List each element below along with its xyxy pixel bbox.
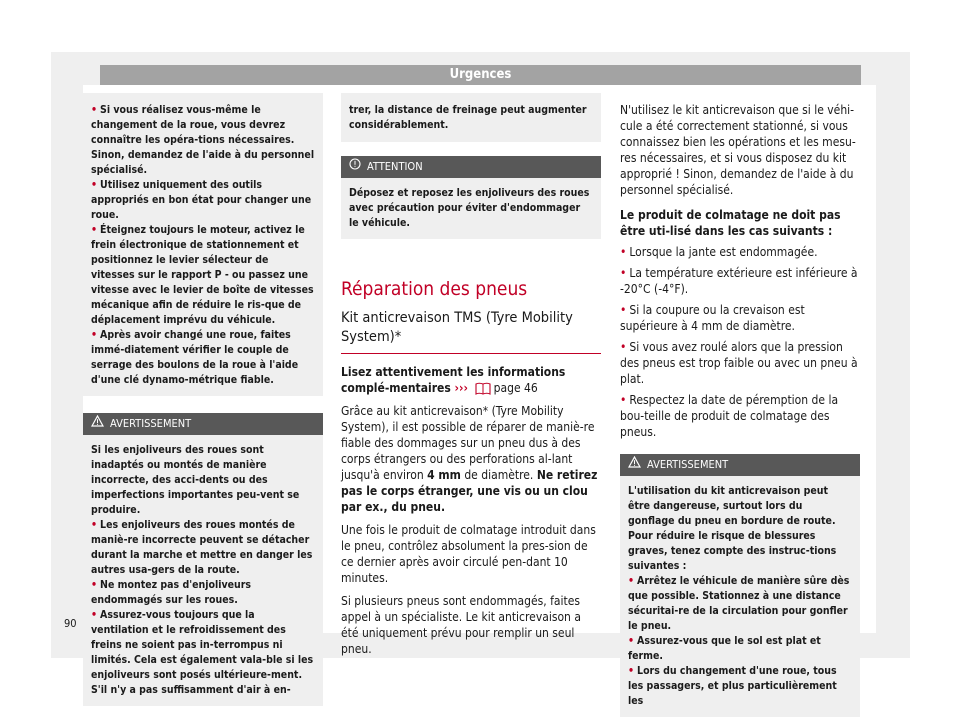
bullet-icon: • xyxy=(91,609,98,621)
cross-ref-arrow[interactable]: ››› xyxy=(454,381,468,395)
warning-box xyxy=(620,454,860,717)
chapter-header: Urgences xyxy=(100,65,861,85)
book-reference-icon[interactable] xyxy=(475,382,491,399)
bullet-icon: • xyxy=(620,245,627,259)
paragraph-pressure-check: Une fois le produit de colmatage introduit dans le pneu, contrôlez absolument la pres-sion de ce dernier après avoir circulé pen-dant 10 minutes. xyxy=(341,523,596,585)
bullet-icon: • xyxy=(628,575,635,587)
lead-paragraph: Lisez attentivement les informations complé-mentaires ››› page 46 xyxy=(341,364,601,399)
warning-item: • Assurez-vous que le sol est plat et ferme. xyxy=(628,635,821,662)
warning-header xyxy=(83,413,323,435)
safety-item: • Éteignez toujours le moteur, activez le frein électronique de stationnement et positionnez le levier sélecteur de vitesses sur le rapport P - ou passez une vitesse avec le levier de boîte de vitesses mécanique afin de réduire le ris-que de déplacement imprévu du véhicule. xyxy=(91,224,314,326)
warning-body xyxy=(83,435,323,706)
warning-header xyxy=(620,454,860,476)
info-circle-icon xyxy=(349,156,361,178)
column-2 xyxy=(341,85,601,657)
safety-item: • Après avoir changé une roue, faites immé-diatement vérifier le couple de serrage des boulons de la roue à l'aide d'une clé dynamo-métrique fiable. xyxy=(91,329,299,386)
continued-warning-box xyxy=(341,93,601,142)
attention-body xyxy=(341,178,601,239)
warning-item: • Arrêtez le véhicule de manière sûre dès que possible. Stationnez à une distance sécuritai-re de la circulation pour gonfler le pneu. xyxy=(628,575,850,632)
section-rule xyxy=(341,353,601,354)
column-3 xyxy=(620,85,860,717)
attention-box xyxy=(341,156,601,239)
bullet-icon: • xyxy=(91,329,98,341)
warning-item: • Assurez-vous toujours que la ventilation et le refroidissement des freins ne soient pas in-terrompus ni limités. Cela est également vala-ble si les enjoliveurs sont posés ultérieure-ment. S'il n'y a pas suffisamment d'air à en- xyxy=(91,609,314,696)
warning-item: • Lors du changement d'une roue, tous les passagers, et plus particulièrement les xyxy=(628,665,837,707)
attention-text: Déposez et reposez les enjoliveurs des roues avec précaution pour éviter d'endommager le véhicule. xyxy=(349,187,590,229)
bullet-icon: • xyxy=(91,224,98,236)
bullet-icon: • xyxy=(620,303,627,317)
attention-header xyxy=(341,156,601,178)
restrictions-heading: Le produit de colmatage ne doit pas être uti-lisé dans les cas suivants : xyxy=(620,208,841,238)
warning-label: AVERTISSEMENT xyxy=(647,458,729,471)
paragraph-kit-description: Grâce au kit anticrevaison* (Tyre Mobility System), il est possible de réparer de maniè-re fiable des dommages sur un pneu dus à des corps étrangers ou des perforations al-lant jusqu'à environ 4 mm de diamètre. Ne retirez pas le corps étranger, une vis ou un clou par ex., du pneu. xyxy=(341,404,598,514)
bullet-icon: • xyxy=(91,179,98,191)
restriction-item: • Respectez la date de péremption de la bou-teille de produit de colmatage des pneus. xyxy=(620,393,839,439)
section-body xyxy=(341,364,601,657)
warning-intro: Si les enjoliveurs des roues sont inadaptés ou montés de manière incorrecte, des acci-dents ou des imperfections importantes peu-vent se produire. xyxy=(91,444,300,516)
bullet-icon: • xyxy=(91,104,98,116)
column-1 xyxy=(83,85,323,706)
page-number: 90 xyxy=(64,617,77,630)
section-title: Réparation des pneus xyxy=(341,278,528,300)
bullet-icon: • xyxy=(91,519,98,531)
bullet-icon: • xyxy=(620,340,627,354)
paragraph-usage-conditions: N'utilisez le kit anticrevaison que si le véhi-cule a été correctement stationné, si vous connaissez bien les opérations et les mesu-res nécessaires, et si vous disposez du kit approprié ! Sinon, demandez de l'aide à du personnel spécialisé. xyxy=(620,103,856,197)
warning-box xyxy=(83,413,323,706)
page-content xyxy=(83,85,876,707)
warning-item: • Ne montez pas d'enjoliveurs endommagés sur les roues. xyxy=(91,579,252,606)
bullet-icon: • xyxy=(91,579,98,591)
bullet-icon: • xyxy=(628,665,635,677)
restriction-item: • La température extérieure est inférieure à -20°C (-4°F). xyxy=(620,266,858,296)
continued-text: trer, la distance de freinage peut augmenter considérablement. xyxy=(349,104,587,131)
safety-item: • Si vous réalisez vous-même le changement de la roue, vous devrez connaître les opéra-tions nécessaires. Sinon, demandez de l'aide à du personnel spécialisé. xyxy=(91,104,315,176)
warning-triangle-icon xyxy=(628,454,641,476)
restriction-item: • Si la coupure ou la crevaison est supérieure à 4 mm de diamètre. xyxy=(620,303,805,333)
bullet-icon: • xyxy=(620,393,627,407)
warning-body xyxy=(620,476,860,717)
bullet-icon: • xyxy=(628,635,635,647)
paragraph-multiple-tyres: Si plusieurs pneus sont endommagés, faites appel à un spécialiste. Le kit anticrevaison a été uniquement prévu pour remplir un seul pneu. xyxy=(341,594,581,656)
warning-label: AVERTISSEMENT xyxy=(110,417,192,430)
bullet-icon: • xyxy=(620,266,627,280)
page-reference-link[interactable]: page 46 xyxy=(493,381,538,395)
section-subtitle: Kit anticrevaison TMS (Tyre Mobility System)* xyxy=(341,310,573,345)
warning-triangle-icon xyxy=(91,413,104,435)
section-heading xyxy=(341,277,601,354)
warning-intro: L'utilisation du kit anticrevaison peut être dangereuse, surtout lors du gonflage du pneu en bordure de route. Pour réduire le risque de blessures graves, tenez compte des instruc-tions suivantes : xyxy=(628,485,837,572)
restriction-item: • Lorsque la jante est endommagée. xyxy=(620,245,818,259)
restriction-item: • Si vous avez roulé alors que la pression des pneus est trop faible ou avec un pneu à plat. xyxy=(620,340,858,386)
safety-item: • Utilisez uniquement des outils appropriés en bon état pour changer une roue. xyxy=(91,179,312,221)
attention-label: ATTENTION xyxy=(367,160,423,173)
safety-box xyxy=(83,93,323,396)
warning-item: • Les enjoliveurs des roues montés de maniè-re incorrecte peuvent se détacher durant la marche et mettre en danger les autres usa-gers de la route. xyxy=(91,519,313,576)
